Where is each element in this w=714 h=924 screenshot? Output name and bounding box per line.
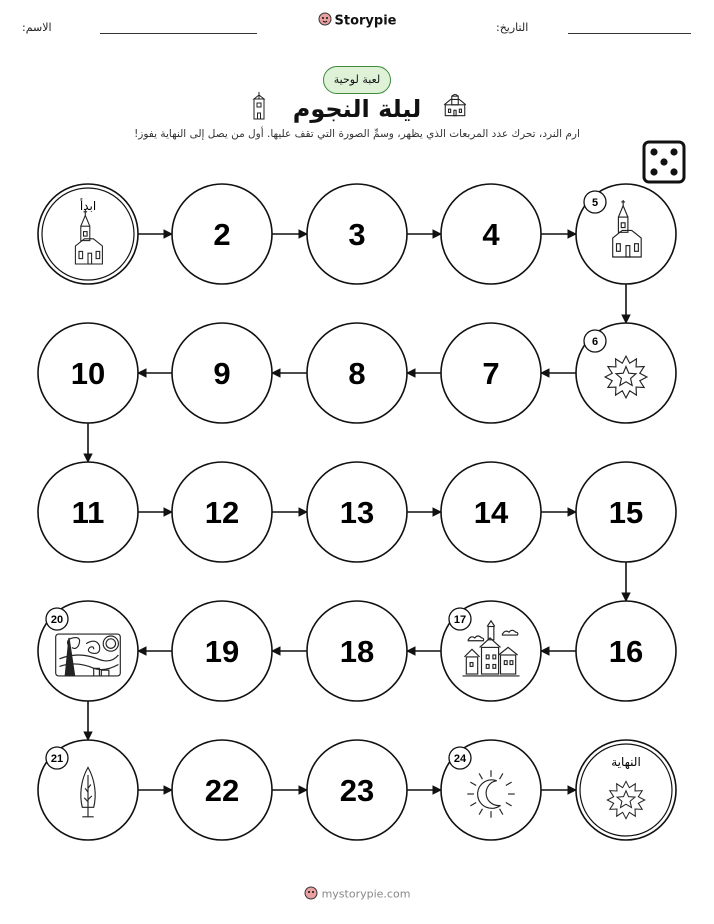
board-square-16 bbox=[576, 601, 676, 701]
footer-mascot-icon bbox=[304, 886, 318, 903]
board-square-22 bbox=[172, 740, 272, 840]
name-label: الاسم: bbox=[22, 21, 52, 34]
square-number: 3 bbox=[348, 217, 366, 252]
square-number-badge: 6 bbox=[591, 336, 599, 348]
brand-name: Storypie bbox=[334, 13, 397, 29]
board-square-18 bbox=[307, 601, 407, 701]
square-number: 16 bbox=[608, 634, 644, 669]
board-square-13 bbox=[307, 462, 407, 562]
square-number-badge: 5 bbox=[591, 197, 599, 209]
end-label: النهاية bbox=[611, 755, 641, 769]
footer bbox=[0, 886, 714, 903]
square-number: 14 bbox=[473, 495, 509, 530]
square-number: 22 bbox=[204, 773, 240, 808]
square-number: 7 bbox=[482, 356, 500, 391]
board-square-23 bbox=[307, 740, 407, 840]
square-number: 2 bbox=[213, 217, 231, 252]
board-square-12 bbox=[172, 462, 272, 562]
board-square-15 bbox=[576, 462, 676, 562]
date-label: التاريخ: bbox=[496, 21, 529, 34]
board-square-5 bbox=[576, 184, 676, 284]
game-type-badge: لعبة لوحية bbox=[323, 66, 391, 94]
square-number: 8 bbox=[348, 356, 366, 391]
board-square-17 bbox=[441, 601, 541, 701]
board-square-2 bbox=[172, 184, 272, 284]
square-number: 4 bbox=[482, 217, 500, 252]
board-square-3 bbox=[307, 184, 407, 284]
footer-url: mystorypie.com bbox=[321, 887, 411, 901]
board-square-10 bbox=[38, 323, 138, 423]
square-number: 12 bbox=[204, 495, 240, 530]
square-number: 9 bbox=[213, 356, 231, 391]
start-label: ابدأ bbox=[79, 199, 97, 213]
board-square-6 bbox=[576, 323, 676, 423]
board-square-25 bbox=[576, 740, 676, 840]
square-number-badge: 21 bbox=[50, 753, 64, 765]
square-number: 11 bbox=[71, 495, 105, 530]
instructions: ارم النرد، تحرك عدد المربعات الذي يظهر، وسمِّ الصورة التي تقف عليها. أول من يصل إلى النهاية يفوز! bbox=[134, 128, 580, 140]
board-square-19 bbox=[172, 601, 272, 701]
board-square-9 bbox=[172, 323, 272, 423]
board-square-7 bbox=[441, 323, 541, 423]
square-number: 13 bbox=[339, 495, 375, 530]
board-square-1 bbox=[38, 184, 138, 284]
board-square-14 bbox=[441, 462, 541, 562]
board-square-8 bbox=[307, 323, 407, 423]
square-number: 18 bbox=[339, 634, 375, 669]
square-number-badge: 24 bbox=[453, 753, 467, 765]
title-text: ليلة النجوم bbox=[292, 95, 422, 123]
board-square-21 bbox=[38, 740, 138, 840]
board-square-4 bbox=[441, 184, 541, 284]
board-square-20 bbox=[38, 601, 138, 701]
square-number-badge: 17 bbox=[453, 614, 467, 626]
square-number-badge: 20 bbox=[50, 614, 64, 626]
board-square-11 bbox=[38, 462, 138, 562]
square-number: 23 bbox=[339, 773, 375, 808]
square-number: 15 bbox=[608, 495, 644, 530]
square-number: 10 bbox=[70, 356, 106, 391]
board-square-24 bbox=[441, 740, 541, 840]
square-number: 19 bbox=[204, 634, 240, 669]
dice-icon bbox=[644, 142, 684, 182]
